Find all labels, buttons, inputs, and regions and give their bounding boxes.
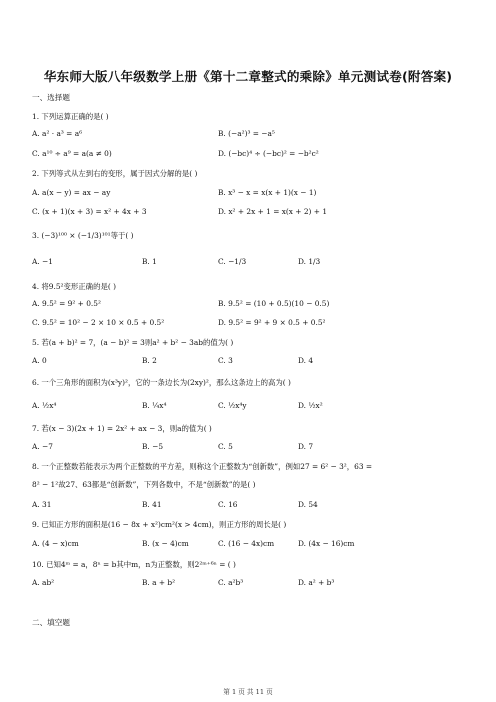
page-footer: 第 1 页 共 11 页 (223, 688, 273, 696)
options-two-col (32, 318, 476, 328)
option-d: D. 9.5² = 9² + 9 × 0.5 + 0.5² (218, 318, 326, 327)
option-b: B. (−a²)³ = −a⁵ (218, 129, 275, 138)
option-b: B. x³ − x = x(x + 1)(x − 1) (218, 188, 317, 197)
option-d: D. (−bc)⁴ ÷ (−bc)² = −b²c² (218, 149, 319, 158)
option-d: D. 1/3 (298, 257, 321, 266)
options-four-col (32, 356, 476, 366)
options-four-col (32, 539, 476, 549)
question-stem: 8. 一个正整数若能表示为两个正整数的平方差，则称这个正整数为“创新数”，例如27 = 6² − 3²，63 = (32, 462, 373, 471)
option-a: A. a(x − y) = ax − ay (32, 188, 111, 197)
question-stem: 4. 将9.5²变形正确的是( ) (32, 282, 116, 291)
options-two-col (32, 129, 476, 139)
options-two-col (32, 188, 476, 198)
section-heading-fill-in: 二、填空题 (32, 618, 70, 627)
option-a: A. a² · a³ = a⁶ (32, 129, 83, 138)
option-c: C. −1/3 (218, 257, 247, 266)
option-d: D. x² + 2x + 1 = x(x + 2) + 1 (218, 207, 328, 216)
option-b: B. 2 (142, 356, 157, 365)
option-c: C. 5 (218, 442, 233, 451)
option-a: A. 0 (32, 356, 47, 365)
option-d: D. 54 (298, 500, 318, 509)
option-c: C. (16 − 4x)cm (218, 539, 275, 548)
option-b: B. (x − 4)cm (142, 539, 189, 548)
option-b: B. −5 (142, 442, 164, 451)
option-a: A. 31 (32, 500, 52, 509)
option-c: C. 3 (218, 356, 233, 365)
question-stem: 3. (−3)¹⁰⁰ × (−1/3)¹⁰¹等于( ) (32, 231, 134, 240)
question-stem: 7. 若(x − 3)(2x + 1) = 2x² + ax − 3，则a的值为( ) (32, 424, 212, 433)
option-c: C. 16 (218, 500, 238, 509)
options-four-col (32, 442, 476, 452)
question-stem: 9. 已知正方形的面积是(16 − 8x + x²)cm²(x > 4cm)，则正方形的周长是( ) (32, 520, 287, 529)
option-b: B. 1 (142, 257, 157, 266)
option-d: D. (4x − 16)cm (298, 539, 355, 548)
options-two-col (32, 207, 476, 217)
document-title: 华东师大版八年级数学上册《第十二章整式的乘除》单元测试卷(附答案) (43, 69, 453, 84)
option-d: D. ½x² (298, 401, 323, 410)
option-b: B. a + b² (142, 578, 176, 587)
option-b: B. 9.5² = (10 + 0.5)(10 − 0.5) (218, 299, 330, 308)
question-stem: 10. 已知4ᵐ = a，8ⁿ = b其中m，n为正整数，则2²ᵐ⁺⁶ⁿ = ( ) (32, 560, 236, 569)
option-a: A. 9.5² = 9² + 0.5² (32, 299, 101, 308)
option-c: C. 9.5² = 10² − 2 × 10 × 0.5 + 0.5² (32, 318, 165, 327)
option-d: D. 4 (298, 356, 314, 365)
option-c: C. ½x⁴y (218, 401, 247, 410)
question-stem: 1. 下列运算正确的是( ) (32, 112, 109, 121)
option-a: A. (4 − x)cm (32, 539, 79, 548)
option-b: B. 41 (142, 500, 162, 509)
options-four-col (32, 578, 476, 588)
section-heading-choice: 一、选择题 (32, 93, 70, 102)
options-four-col (32, 257, 476, 267)
question-stem: 6. 一个三角形的面积为(x³y)²，它的一条边长为(2xy)²，那么这条边上的高为( ) (32, 378, 291, 387)
question-stem: 2. 下列等式从左到右的变形，属于因式分解的是( ) (32, 169, 198, 178)
option-b: B. ¼x⁴ (142, 401, 167, 410)
options-four-col (32, 500, 476, 510)
option-d: D. a² + b³ (298, 578, 335, 587)
question-stem: 5. 若(a + b)² = 7，(a − b)² = 3则a² + b² − 3ab的值为( ) (32, 338, 234, 347)
options-four-col (32, 401, 476, 411)
option-a: A. ab² (32, 578, 55, 587)
option-c: C. (x + 1)(x + 3) = x² + 4x + 3 (32, 207, 147, 216)
option-c: C. a²b³ (218, 578, 244, 587)
option-c: C. a¹⁰ ÷ a⁹ = a(a ≠ 0) (32, 149, 112, 158)
options-two-col (32, 299, 476, 309)
option-a: A. −1 (32, 257, 53, 266)
option-a: A. ½x⁴ (32, 401, 57, 410)
option-a: A. −7 (32, 442, 53, 451)
question-stem-continued: 8² − 1²故27、63都是“创新数”，下列各数中，不是“创新数”的是( ) (32, 480, 256, 489)
options-two-col (32, 149, 476, 159)
option-d: D. 7 (298, 442, 314, 451)
